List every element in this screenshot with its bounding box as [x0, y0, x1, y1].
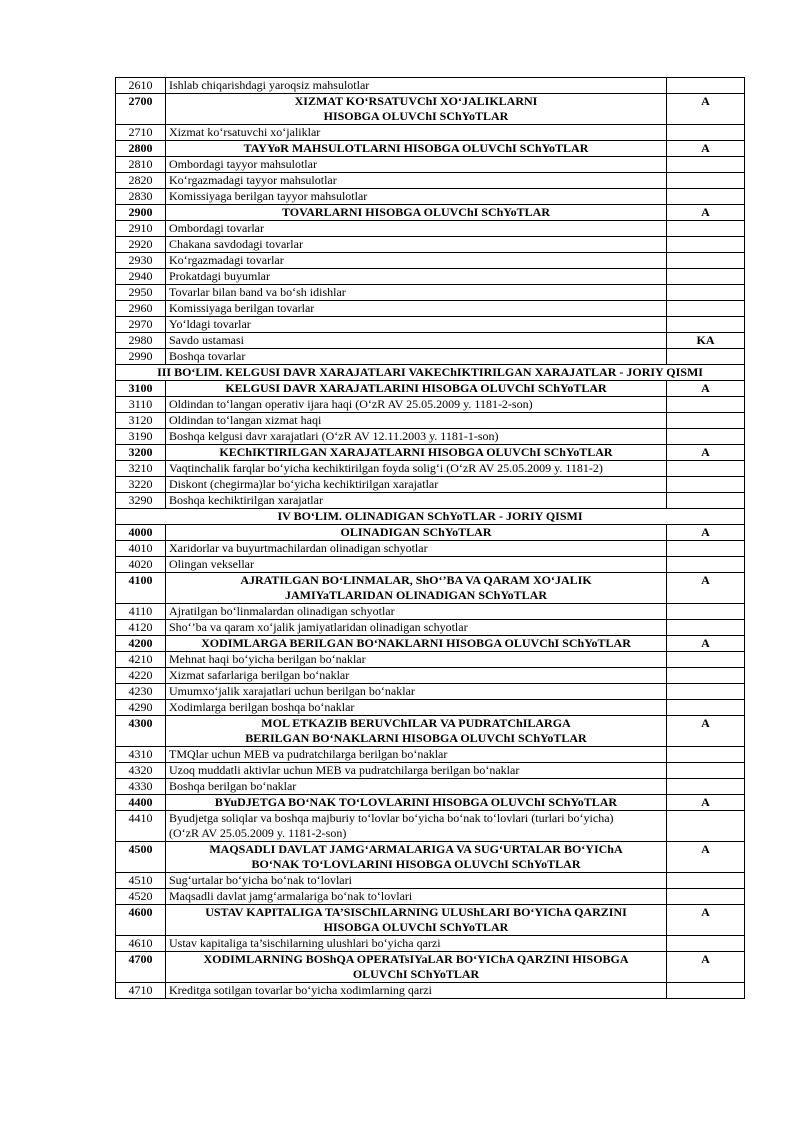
account-name-line: Ajratilgan bo‘linmalardan olinadigan schyotlar [169, 604, 395, 618]
account-code: 2700 [116, 94, 166, 125]
account-name-line: Sho‘’ba va qaram xo‘jalik jamiyatlaridan olinadigan schyotlar [169, 620, 468, 634]
account-row [116, 652, 745, 668]
account-name-line: TOVARLARNI HISOBGA OLUVChI SChYoTLAR [282, 205, 550, 219]
account-code: 3100 [116, 381, 166, 397]
account-type-mark [667, 684, 745, 700]
account-code: 4220 [116, 668, 166, 684]
account-type-mark [667, 157, 745, 173]
account-name-line: Diskont (chegirma)lar bo‘yicha kechiktirilgan xarajatlar [169, 477, 439, 491]
account-code: 4290 [116, 700, 166, 716]
account-type-mark [667, 285, 745, 301]
account-row [116, 333, 745, 349]
account-code: 2950 [116, 285, 166, 301]
account-name [166, 445, 667, 461]
account-name-line: KEChIKTIRILGAN XARAJATLARNI HISOBGA OLUVChI SChYoTLAR [219, 445, 613, 459]
account-name-line: Boshqa berilgan bo‘naklar [169, 779, 297, 793]
account-name-line: BERILGAN BO‘NAKLARNI HISOBGA OLUVChI SChYoTLAR [245, 731, 587, 745]
account-name [166, 253, 667, 269]
account-name [166, 983, 667, 999]
accounts-table-body [116, 78, 745, 999]
account-type-mark: A [667, 905, 745, 936]
account-type-mark [667, 873, 745, 889]
account-name [166, 221, 667, 237]
account-row [116, 173, 745, 189]
account-name [166, 301, 667, 317]
accounts-table [115, 77, 745, 999]
account-name-line: AJRATILGAN BO‘LINMALAR, ShO‘’BA VA QARAM XO‘JALIK [240, 573, 592, 587]
account-code: 2610 [116, 78, 166, 94]
account-name-line: Xizmat safarlariga berilgan bo‘naklar [169, 668, 350, 682]
section-heading-line: KEChIKTIRILGAN XARAJATLAR - JORIY QISMI [424, 365, 703, 379]
account-name-line: TAYYoR MAHSULOTLARNI HISOBGA OLUVChI SChYoTLAR [243, 141, 589, 155]
account-name [166, 381, 667, 397]
account-name [166, 811, 667, 842]
account-type-mark [667, 413, 745, 429]
account-name-line: Sug‘urtalar bo‘yicha bo‘nak to‘lovlari [169, 873, 352, 887]
account-name [166, 763, 667, 779]
account-name [166, 795, 667, 811]
account-code: 2810 [116, 157, 166, 173]
account-code: 2710 [116, 125, 166, 141]
account-name [166, 716, 667, 747]
account-type-mark [667, 461, 745, 477]
account-row [116, 477, 745, 493]
account-group-row [116, 573, 745, 604]
account-code: 4610 [116, 936, 166, 952]
account-name-line: USTAV KAPITALIGA TA’SISChILARNING ULUShLARI BO‘YIChA QARZINI [205, 905, 627, 919]
account-name-line: Ishlab chiqarishdagi yaroqsiz mahsulotlar [169, 78, 370, 92]
account-code: 3120 [116, 413, 166, 429]
section-heading [116, 509, 745, 525]
account-name [166, 269, 667, 285]
section-heading-line: III BO‘LIM. KELGUSI DAVR XARAJATLARI VA [157, 365, 425, 379]
account-name-line: XODIMLARNING BOShQA OPERATsIYaLAR BO‘YIChA QARZINI HISOBGA [203, 952, 629, 966]
account-code: 4100 [116, 573, 166, 604]
account-name [166, 684, 667, 700]
account-name [166, 652, 667, 668]
account-code: 4700 [116, 952, 166, 983]
account-name [166, 141, 667, 157]
account-code: 4400 [116, 795, 166, 811]
account-group-row [116, 525, 745, 541]
account-code: 4600 [116, 905, 166, 936]
account-code: 4300 [116, 716, 166, 747]
account-code: 2910 [116, 221, 166, 237]
account-code: 4520 [116, 889, 166, 905]
account-name-line: OLUVChI SChYoTLAR [352, 967, 480, 981]
account-type-mark [667, 317, 745, 333]
account-name-line: MAQSADLI DAVLAT JAMG‘ARMALARIGA VA SUG‘URTALAR BO‘YIChA [209, 842, 623, 856]
account-row [116, 317, 745, 333]
account-code: 4410 [116, 811, 166, 842]
account-row [116, 541, 745, 557]
account-type-mark: A [667, 842, 745, 873]
account-row [116, 125, 745, 141]
account-type-mark [667, 747, 745, 763]
account-name-line: TMQlar uchun MEB va pudratchilarga berilgan bo‘naklar [169, 747, 448, 761]
account-type-mark: A [667, 205, 745, 221]
account-name [166, 952, 667, 983]
account-code: 2960 [116, 301, 166, 317]
account-name-line: BO‘NAK TO‘LOVLARINI HISOBGA OLUVChI SChYoTLAR [251, 857, 581, 871]
account-name-line: Boshqa kelgusi davr xarajatlari (O‘zR AV 12.11.2003 y. 1181-1-son) [169, 429, 499, 443]
account-name-line: HISOBGA OLUVChI SChYoTLAR [323, 920, 509, 934]
account-name-line: Ustav kapitaliga ta’sischilarning ulushlari bo‘yicha qarzi [169, 936, 441, 950]
account-name-line: Savdo ustamasi [169, 333, 244, 347]
account-name-line: Komissiyaga berilgan tayyor mahsulotlar [169, 189, 368, 203]
account-name [166, 747, 667, 763]
account-group-row [116, 205, 745, 221]
account-row [116, 253, 745, 269]
account-code: 4510 [116, 873, 166, 889]
account-code: 3210 [116, 461, 166, 477]
account-row [116, 78, 745, 94]
account-name [166, 317, 667, 333]
account-code: 4230 [116, 684, 166, 700]
account-row [116, 269, 745, 285]
account-type-mark: A [667, 381, 745, 397]
account-name [166, 397, 667, 413]
account-code: 4330 [116, 779, 166, 795]
account-row [116, 811, 745, 842]
account-type-mark [667, 237, 745, 253]
account-name [166, 429, 667, 445]
account-name [166, 873, 667, 889]
account-name [166, 189, 667, 205]
account-code: 3290 [116, 493, 166, 509]
account-row [116, 889, 745, 905]
account-type-mark: A [667, 445, 745, 461]
account-type-mark: KA [667, 333, 745, 349]
account-type-mark [667, 173, 745, 189]
account-name [166, 905, 667, 936]
account-name [166, 205, 667, 221]
account-type-mark [667, 936, 745, 952]
account-type-mark: A [667, 525, 745, 541]
account-row [116, 604, 745, 620]
account-row [116, 397, 745, 413]
account-name-line: KELGUSI DAVR XARAJATLARINI HISOBGA OLUVChI SChYoTLAR [225, 381, 607, 395]
account-type-mark [667, 889, 745, 905]
account-row [116, 349, 745, 365]
account-row [116, 237, 745, 253]
account-name-line: Ko‘rgazmadagi tayyor mahsulotlar [169, 173, 337, 187]
account-name [166, 78, 667, 94]
section-heading-row [116, 365, 745, 381]
account-row [116, 763, 745, 779]
account-name-line: Komissiyaga berilgan tovarlar [169, 301, 315, 315]
account-type-mark: A [667, 952, 745, 983]
account-name-line: MOL ETKAZIB BERUVChILAR VA PUDRATChILARGA [261, 716, 571, 730]
account-name-line: Kreditga sotilgan tovarlar bo‘yicha xodimlarning qarzi [169, 983, 432, 997]
account-name-line: (O‘zR AV 25.05.2009 y. 1181-2-son) [169, 826, 347, 840]
account-name [166, 333, 667, 349]
account-group-row [116, 952, 745, 983]
account-code: 4120 [116, 620, 166, 636]
account-code: 4310 [116, 747, 166, 763]
account-code: 2800 [116, 141, 166, 157]
account-name-line: Ko‘rgazmadagi tovarlar [169, 253, 284, 267]
account-row [116, 936, 745, 952]
account-name [166, 636, 667, 652]
account-row [116, 747, 745, 763]
account-type-mark [667, 604, 745, 620]
account-name-line: XIZMAT KO‘RSATUVChI XO‘JALIKLARNI [294, 94, 538, 108]
account-name-line: Xaridorlar va buyurtmachilardan olinadigan schyotlar [169, 541, 428, 555]
account-name [166, 889, 667, 905]
account-type-mark [667, 811, 745, 842]
account-name-line: Oldindan to‘langan xizmat haqi [169, 413, 322, 427]
account-row [116, 700, 745, 716]
account-group-row [116, 94, 745, 125]
account-code: 2920 [116, 237, 166, 253]
account-name-line: Prokatdagi buyumlar [169, 269, 270, 283]
account-row [116, 413, 745, 429]
account-name [166, 173, 667, 189]
account-name-line: Boshqa kechiktirilgan xarajatlar [169, 493, 323, 507]
account-name [166, 413, 667, 429]
account-type-mark [667, 477, 745, 493]
account-type-mark [667, 779, 745, 795]
account-code: 4210 [116, 652, 166, 668]
account-type-mark [667, 983, 745, 999]
account-code: 4110 [116, 604, 166, 620]
account-type-mark [667, 763, 745, 779]
account-code: 4020 [116, 557, 166, 573]
account-name-line: Byudjetga soliqlar va boshqa majburiy to‘lovlar bo‘yicha bo‘nak to‘lovlari (turlari bo‘yicha) [169, 811, 614, 825]
account-type-mark: A [667, 716, 745, 747]
account-code: 2930 [116, 253, 166, 269]
account-type-mark: A [667, 636, 745, 652]
account-name [166, 620, 667, 636]
account-name-line: Xodimlarga berilgan boshqa bo‘naklar [169, 700, 355, 714]
account-row [116, 983, 745, 999]
account-name [166, 668, 667, 684]
account-row [116, 429, 745, 445]
account-name [166, 525, 667, 541]
account-name-line: Umumxo‘jalik xarajatlari uchun berilgan bo‘naklar [169, 684, 415, 698]
account-code: 2970 [116, 317, 166, 333]
account-name [166, 477, 667, 493]
account-row [116, 779, 745, 795]
account-type-mark [667, 493, 745, 509]
account-row [116, 684, 745, 700]
account-type-mark [667, 541, 745, 557]
account-name-line: Yo‘ldagi tovarlar [169, 317, 251, 331]
account-type-mark [667, 620, 745, 636]
account-group-row [116, 445, 745, 461]
section-heading-line: IV BO‘LIM. OLINADIGAN SChYoTLAR - JORIY QISMI [277, 509, 583, 523]
account-type-mark: A [667, 795, 745, 811]
account-code: 2980 [116, 333, 166, 349]
account-code: 3110 [116, 397, 166, 413]
account-name [166, 125, 667, 141]
account-type-mark [667, 668, 745, 684]
account-code: 2820 [116, 173, 166, 189]
account-name-line: Xizmat ko‘rsatuvchi xo‘jaliklar [169, 125, 321, 139]
account-code: 3190 [116, 429, 166, 445]
account-type-mark [667, 78, 745, 94]
account-type-mark [667, 301, 745, 317]
account-name [166, 541, 667, 557]
account-name [166, 557, 667, 573]
account-name-line: Boshqa tovarlar [169, 349, 246, 363]
account-name [166, 604, 667, 620]
account-name [166, 573, 667, 604]
account-row [116, 189, 745, 205]
account-code: 2830 [116, 189, 166, 205]
account-name-line: OLINADIGAN SChYoTLAR [340, 525, 492, 539]
account-name-line: HISOBGA OLUVChI SChYoTLAR [323, 109, 509, 123]
account-name [166, 349, 667, 365]
section-heading [116, 365, 745, 381]
account-row [116, 285, 745, 301]
account-name-line: Olingan veksellar [169, 557, 254, 571]
account-type-mark [667, 652, 745, 668]
account-type-mark [667, 397, 745, 413]
account-row [116, 461, 745, 477]
account-row [116, 157, 745, 173]
account-name-line: Tovarlar bilan band va bo‘sh idishlar [169, 285, 346, 299]
account-name-line: Uzoq muddatli aktivlar uchun MEB va pudratchilarga berilgan bo‘naklar [169, 763, 520, 777]
account-name-line: Mehnat haqi bo‘yicha berilgan bo‘naklar [169, 652, 366, 666]
account-code: 4000 [116, 525, 166, 541]
account-name-line: Maqsadli davlat jamg‘armalariga bo‘nak to‘lovlari [169, 889, 413, 903]
account-code: 2940 [116, 269, 166, 285]
account-name [166, 157, 667, 173]
account-type-mark [667, 253, 745, 269]
account-type-mark [667, 429, 745, 445]
account-row [116, 557, 745, 573]
account-name [166, 700, 667, 716]
account-group-row [116, 636, 745, 652]
account-code: 2900 [116, 205, 166, 221]
account-type-mark [667, 125, 745, 141]
account-type-mark [667, 221, 745, 237]
account-code: 4710 [116, 983, 166, 999]
account-name [166, 842, 667, 873]
account-name-line: Oldindan to‘langan operativ ijara haqi (O‘zR AV 25.05.2009 y. 1181-2-son) [169, 397, 533, 411]
account-code: 2990 [116, 349, 166, 365]
account-type-mark [667, 189, 745, 205]
account-name-line: Ombordagi tayyor mahsulotlar [169, 157, 317, 171]
account-row [116, 620, 745, 636]
account-name-line: JAMIYaTLARIDAN OLINADIGAN SChYoTLAR [284, 588, 548, 602]
account-type-mark [667, 700, 745, 716]
account-code: 4010 [116, 541, 166, 557]
account-group-row [116, 842, 745, 873]
account-name [166, 94, 667, 125]
account-group-row [116, 716, 745, 747]
account-name [166, 285, 667, 301]
account-type-mark: A [667, 94, 745, 125]
account-name-line: Vaqtinchalik farqlar bo‘yicha kechiktirilgan foyda solig‘i (O‘zR AV 25.05.2009 y. 1181-2) [169, 461, 603, 475]
account-name-line: BYuDJETGA BO‘NAK TO‘LOVLARINI HISOBGA OLUVChI SChYoTLAR [214, 795, 618, 809]
account-group-row [116, 905, 745, 936]
account-row [116, 873, 745, 889]
account-group-row [116, 795, 745, 811]
account-code: 4200 [116, 636, 166, 652]
account-name [166, 936, 667, 952]
account-type-mark [667, 349, 745, 365]
account-group-row [116, 381, 745, 397]
account-name [166, 461, 667, 477]
account-code: 4500 [116, 842, 166, 873]
account-type-mark: A [667, 573, 745, 604]
account-name [166, 779, 667, 795]
account-row [116, 221, 745, 237]
account-row [116, 301, 745, 317]
account-code: 3200 [116, 445, 166, 461]
account-name [166, 493, 667, 509]
account-name-line: XODIMLARGA BERILGAN BO‘NAKLARNI HISOBGA OLUVChI SChYoTLAR [201, 636, 631, 650]
account-name-line: Chakana savdodagi tovarlar [169, 237, 303, 251]
account-code: 4320 [116, 763, 166, 779]
account-code: 3220 [116, 477, 166, 493]
account-type-mark [667, 269, 745, 285]
account-row [116, 493, 745, 509]
account-type-mark [667, 557, 745, 573]
account-name [166, 237, 667, 253]
account-type-mark: A [667, 141, 745, 157]
section-heading-row [116, 509, 745, 525]
account-name-line: Ombordagi tovarlar [169, 221, 264, 235]
account-row [116, 668, 745, 684]
account-group-row [116, 141, 745, 157]
